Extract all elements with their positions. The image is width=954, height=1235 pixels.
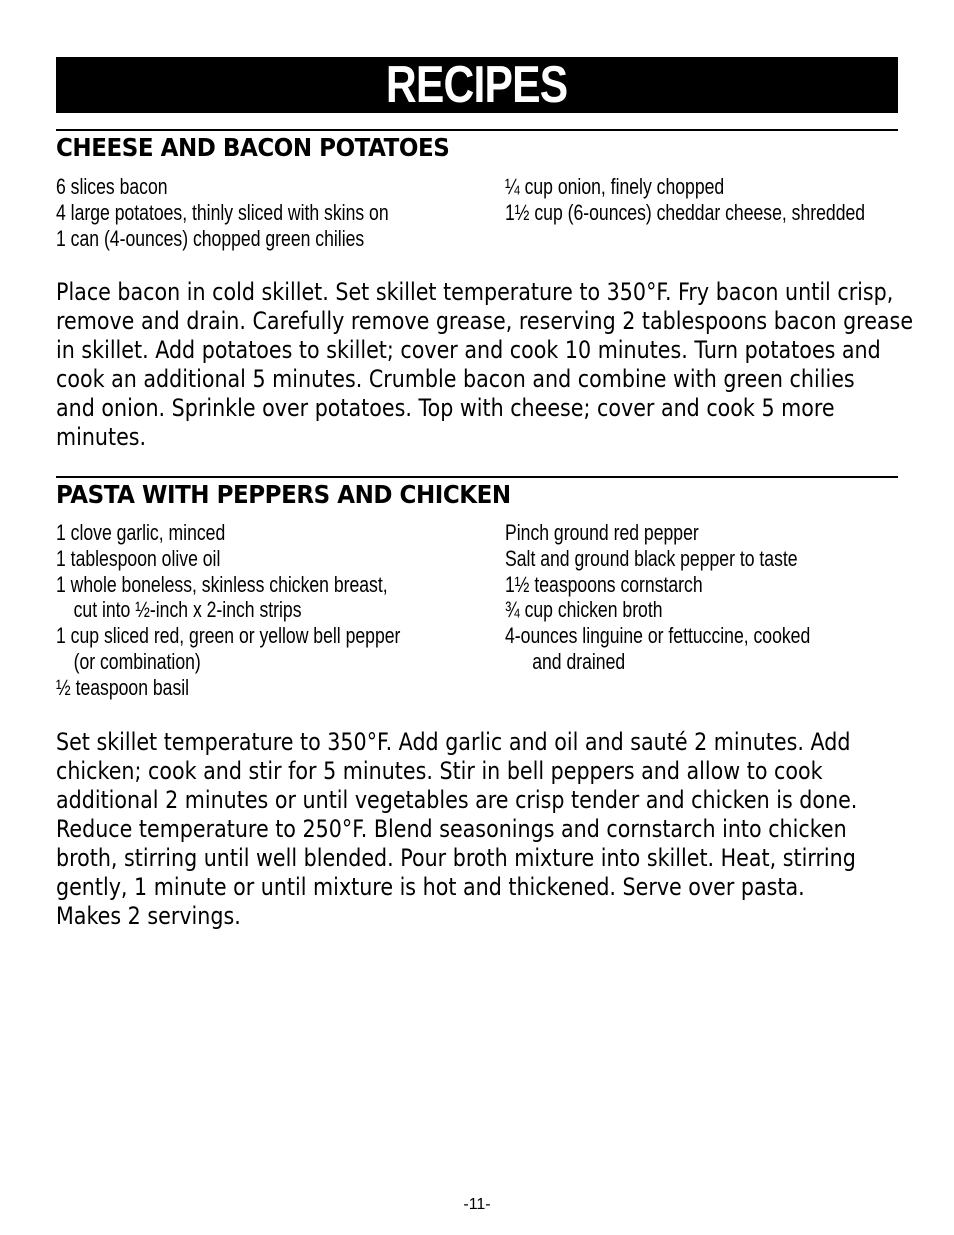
directions-line: Reduce temperature to 250°F. Blend seasonings and cornstarch into chicken: [56, 815, 847, 843]
ingredient-item: (or combination): [73, 648, 201, 674]
recipe-1-ingredients-right: [505, 174, 954, 226]
directions-line: cook an additional 5 minutes. Crumble bacon and combine with green chilies: [56, 365, 855, 393]
recipe-1-ingredients-left: [56, 174, 472, 251]
directions-line: remove and drain. Carefully remove grease, reserving 2 tablespoons bacon grease: [56, 307, 914, 335]
ingredient-item: cut into ½-inch x 2-inch strips: [73, 597, 302, 623]
ingredient-item: and drained: [532, 648, 626, 674]
ingredient-item: ½ teaspoon basil: [56, 674, 190, 700]
ingredient-item: 4 large potatoes, thinly sliced with skins on: [56, 199, 389, 225]
banner-title: RECIPES: [386, 56, 568, 114]
ingredient-item: 1½ teaspoons cornstarch: [505, 571, 703, 597]
ingredient-item: 6 slices bacon: [56, 174, 168, 199]
directions-line: additional 2 minutes or until vegetables are crisp tender and chicken is done.: [56, 786, 858, 814]
ingredient-item: 1 clove garlic, minced: [56, 520, 226, 545]
ingredient-item: 1½ cup (6-ounces) cheddar cheese, shredded: [505, 199, 866, 225]
ingredient-item: 1 whole boneless, skinless chicken breast,: [56, 571, 388, 597]
recipe-2-ingredients-right: [505, 520, 887, 675]
directions-line: gently, 1 minute or until mixture is hot and thickened. Serve over pasta.: [56, 873, 805, 901]
recipe-1-title: CHEESE AND BACON POTATOES: [56, 133, 450, 162]
directions-line: Set skillet temperature to 350°F. Add garlic and oil and sauté 2 minutes. Add: [56, 728, 851, 756]
ingredient-item: Salt and ground black pepper to taste: [505, 545, 798, 571]
ingredient-item: 1 tablespoon olive oil: [56, 545, 221, 571]
ingredient-item: 4-ounces linguine or fettuccine, cooked: [505, 623, 811, 649]
ingredient-item: Pinch ground red pepper: [505, 520, 699, 545]
recipe-1-directions: [56, 278, 916, 452]
ingredient-item: 1 can (4-ounces) chopped green chilies: [56, 225, 365, 251]
directions-line: and onion. Sprinkle over potatoes. Top with cheese; cover and cook 5 more: [56, 394, 835, 422]
ingredient-item: ¼ cup onion, finely chopped: [505, 174, 725, 199]
ingredient-item: ¾ cup chicken broth: [505, 597, 663, 623]
recipes-banner: [56, 57, 898, 113]
recipe-2-ingredients-left: [56, 520, 486, 701]
directions-line: Makes 2 servings.: [56, 902, 241, 930]
directions-line: in skillet. Add potatoes to skillet; cover and cook 10 minutes. Turn potatoes and: [56, 336, 881, 364]
page-number: -11-: [463, 1196, 491, 1213]
section-divider-2: [56, 476, 898, 478]
directions-line: chicken; cook and stir for 5 minutes. Stir in bell peppers and allow to cook: [56, 757, 823, 785]
recipe-2-title: PASTA WITH PEPPERS AND CHICKEN: [56, 480, 511, 509]
recipe-2-directions: [56, 728, 916, 931]
ingredient-item: 1 cup sliced red, green or yellow bell pepper: [56, 623, 401, 649]
directions-line: minutes.: [56, 423, 147, 451]
directions-line: Place bacon in cold skillet. Set skillet temperature to 350°F. Fry bacon until crisp,: [56, 278, 894, 306]
section-divider-1: [56, 129, 898, 131]
directions-line: broth, stirring until well blended. Pour broth mixture into skillet. Heat, stirring: [56, 844, 856, 872]
